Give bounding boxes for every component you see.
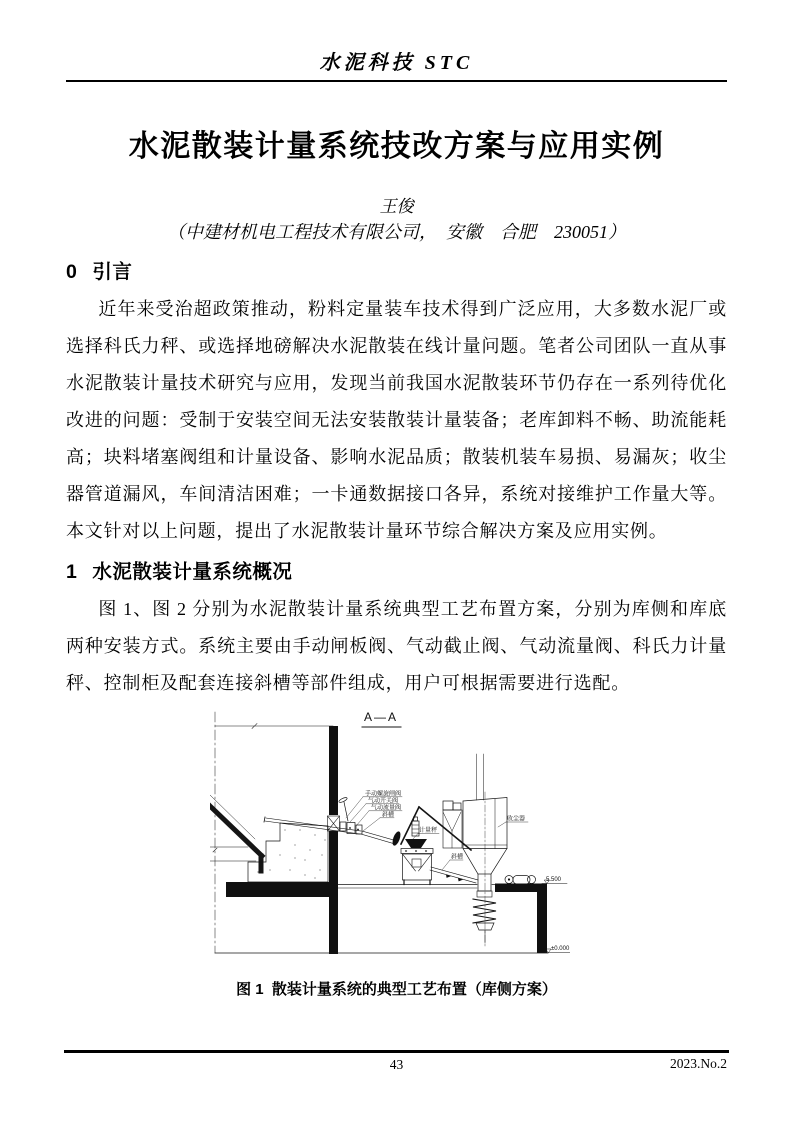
section-title: 水泥散装计量系统概况: [92, 561, 293, 583]
air-chute-lower-drawing: [430, 867, 478, 883]
technical-drawing: [210, 700, 570, 958]
page-number: 43: [389, 1057, 404, 1072]
figure-1: [210, 700, 570, 958]
blower: [505, 876, 536, 885]
feed-pipe: [401, 807, 419, 844]
paragraph-introduction: 近年来受治超政策推动，粉料定量装车技术得到广泛应用，大多数水泥厂或选择科氏力秤、或选择地磅解决水泥散装在线计量问题。笔者公司团队一直从事水泥散装计量技术研究与应用，发现当前我国水泥散装环节仍存在一系列待优化改进的问题：受制于安装空间无法安装散装计量装备；老库卸料不畅、助流能耗高；块料堵塞阀组和计量设备、影响水泥品质；散装机装车易损、易漏灰；收尘器管道漏风，车间清洁困难；一卡通数据接口各异，系统对接维护工作量大等。本文针对以上问题，提出了水泥散装计量环节综合解决方案及应用实例。: [66, 299, 727, 541]
label-elevation-floor: 5.500: [546, 877, 562, 883]
journal-header: 水泥科技 STC: [319, 52, 474, 74]
header-rule: [66, 80, 727, 82]
footer-rule: [64, 1050, 729, 1053]
label-dust-collector: 收尘器: [507, 816, 526, 823]
label-coriolis-scale: 计量秤: [419, 828, 438, 834]
fan-motor: [443, 801, 453, 810]
air-chute-upper-drawing: [264, 817, 361, 834]
loading-bellows: [473, 792, 496, 948]
paragraph-overview: 图 1、图 2 分别为水泥散装计量系统典型工艺布置方案，分别为库侧和库底两种安装方式。系统主要由手动闸板阀、气动截止阀、气动流量阀、科氏力计量秤、控制柜及配套连接斜槽等部件组成，用户可根据需要进行选配。: [66, 599, 727, 693]
label-elevation-ground: ±0.000: [551, 946, 570, 952]
figure-caption: 图 1 散装计量系统的典型工艺布置（库侧方案）: [236, 981, 557, 998]
section-number: 1: [66, 561, 78, 583]
author: 王俊: [379, 197, 414, 216]
scale-bowl: [405, 839, 427, 848]
dust-collector-drawing: [443, 754, 507, 891]
section-view-label: A—A: [363, 710, 399, 724]
issue-number: 2023.No.2: [670, 1056, 727, 1071]
section-number: 0: [66, 261, 78, 283]
silo-wall: [328, 726, 340, 954]
section-heading-introduction: [66, 256, 132, 284]
valve-labels: [346, 790, 402, 832]
affiliation: （中建材机电工程技术有限公司， 安徽 合肥 230051）: [167, 222, 626, 242]
floor-structure: [215, 882, 548, 953]
silo-cone: [210, 795, 262, 871]
label-air-chute-lower: 斜槽: [451, 854, 464, 861]
label-pneumatic-switch-valve: 气动开关阀: [368, 798, 399, 805]
section-title: 引言: [92, 261, 133, 283]
label-air-chute-upper: 斜槽: [382, 812, 395, 819]
paper-title: 水泥散装计量系统技改方案与应用实例: [128, 130, 665, 163]
section-heading-overview: [66, 556, 292, 584]
handwheel-icon: [338, 797, 348, 804]
label-manual-screw-gate-valve: 手动螺旋闸阀: [365, 791, 402, 798]
label-pneumatic-flow-valve: 气动流量阀: [371, 805, 402, 812]
